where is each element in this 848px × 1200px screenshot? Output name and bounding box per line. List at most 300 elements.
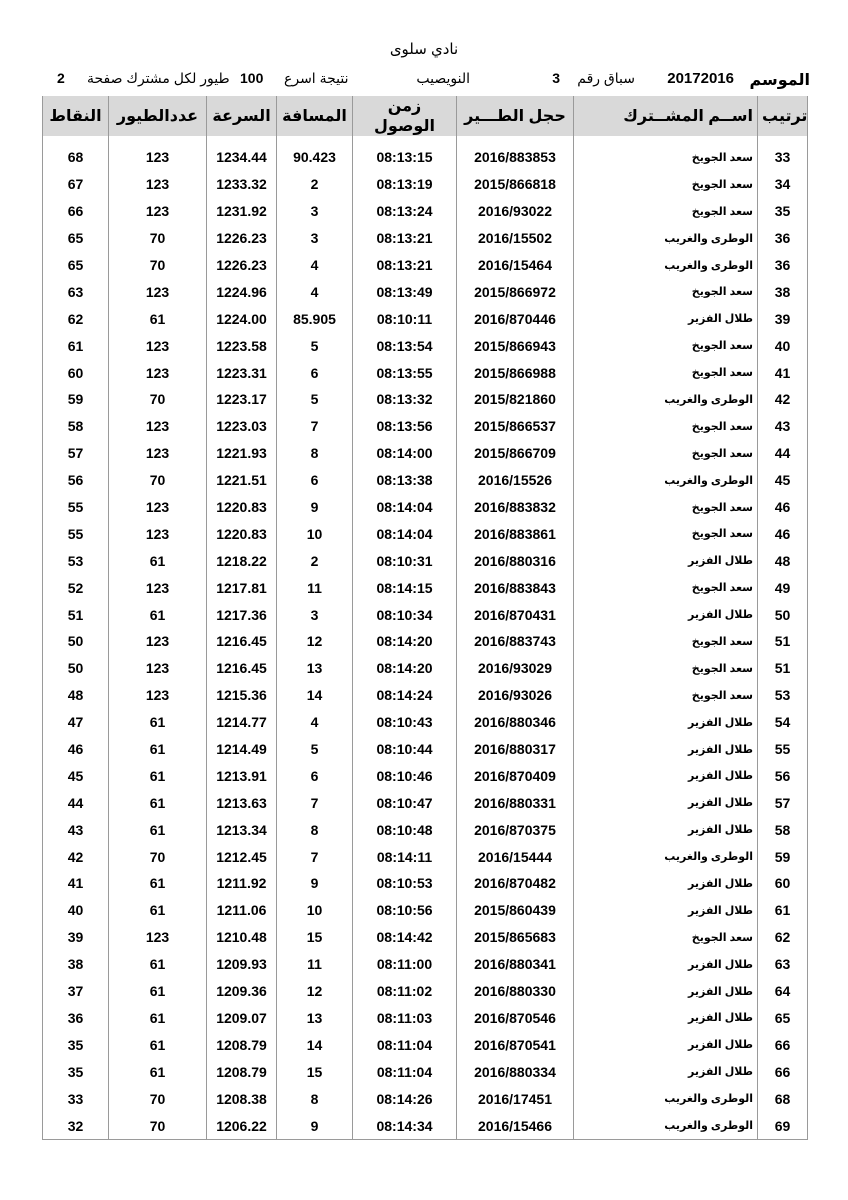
table-row bbox=[43, 682, 808, 709]
member-cell: طلال الفزير bbox=[574, 547, 758, 574]
distance-cell: 6 bbox=[277, 467, 353, 494]
distance-cell: 15 bbox=[277, 924, 353, 951]
birds-cell: 61 bbox=[109, 736, 207, 763]
arrival-cell: 08:14:00 bbox=[353, 440, 457, 467]
member-cell: سعد الجويخ bbox=[574, 494, 758, 521]
arrival-cell: 08:11:00 bbox=[353, 951, 457, 978]
rank-cell: 63 bbox=[758, 951, 808, 978]
speed-cell: 1217.36 bbox=[207, 601, 277, 628]
birds-cell: 61 bbox=[109, 1005, 207, 1032]
member-cell: سعد الجويخ bbox=[574, 144, 758, 171]
speed-cell: 1223.31 bbox=[207, 359, 277, 386]
birds-cell: 61 bbox=[109, 978, 207, 1005]
member-cell: طلال الفزير bbox=[574, 762, 758, 789]
member-cell: طلال الفزير bbox=[574, 709, 758, 736]
page-number: 2 bbox=[57, 70, 65, 86]
rank-cell: 57 bbox=[758, 789, 808, 816]
ring-cell: 2015/821860 bbox=[457, 386, 574, 413]
table-row bbox=[43, 574, 808, 601]
points-cell: 66 bbox=[43, 198, 109, 225]
table-header-row bbox=[43, 96, 808, 136]
ring-cell: 2016/15526 bbox=[457, 467, 574, 494]
points-cell: 50 bbox=[43, 655, 109, 682]
rank-cell: 60 bbox=[758, 870, 808, 897]
col-ring-header: حجل الطـــير bbox=[457, 96, 574, 136]
spacer-row bbox=[43, 136, 808, 144]
col-arrival-header: زمن الوصول bbox=[353, 96, 457, 136]
col-distance-header: المسافة bbox=[277, 96, 353, 136]
birds-cell: 61 bbox=[109, 789, 207, 816]
table-row bbox=[43, 332, 808, 359]
rank-cell: 51 bbox=[758, 628, 808, 655]
table-row bbox=[43, 144, 808, 171]
rank-cell: 53 bbox=[758, 682, 808, 709]
birds-cell: 70 bbox=[109, 386, 207, 413]
table-row bbox=[43, 628, 808, 655]
table-row bbox=[43, 655, 808, 682]
member-cell: سعد الجويخ bbox=[574, 332, 758, 359]
points-cell: 61 bbox=[43, 332, 109, 359]
arrival-cell: 08:11:04 bbox=[353, 1058, 457, 1085]
member-cell: طلال الفزير bbox=[574, 601, 758, 628]
season-label: الموسم bbox=[749, 72, 810, 89]
points-cell: 65 bbox=[43, 252, 109, 279]
birds-cell: 61 bbox=[109, 951, 207, 978]
birds-cell: 123 bbox=[109, 278, 207, 305]
points-cell: 48 bbox=[43, 682, 109, 709]
distance-cell: 3 bbox=[277, 198, 353, 225]
table-row bbox=[43, 171, 808, 198]
points-cell: 47 bbox=[43, 709, 109, 736]
member-cell: الوطرى والغريب bbox=[574, 225, 758, 252]
rank-cell: 69 bbox=[758, 1112, 808, 1139]
ring-cell: 2015/866537 bbox=[457, 413, 574, 440]
arrival-cell: 08:10:34 bbox=[353, 601, 457, 628]
distance-cell: 2 bbox=[277, 171, 353, 198]
points-cell: 35 bbox=[43, 1058, 109, 1085]
speed-cell: 1224.00 bbox=[207, 305, 277, 332]
arrival-cell: 08:14:42 bbox=[353, 924, 457, 951]
arrival-cell: 08:11:03 bbox=[353, 1005, 457, 1032]
arrival-cell: 08:10:47 bbox=[353, 789, 457, 816]
birds-cell: 70 bbox=[109, 225, 207, 252]
speed-cell: 1210.48 bbox=[207, 924, 277, 951]
rank-cell: 46 bbox=[758, 520, 808, 547]
table-row bbox=[43, 1085, 808, 1112]
speed-cell: 1223.17 bbox=[207, 386, 277, 413]
speed-cell: 1221.51 bbox=[207, 467, 277, 494]
rank-cell: 58 bbox=[758, 816, 808, 843]
table-row bbox=[43, 225, 808, 252]
table-row bbox=[43, 494, 808, 521]
ring-cell: 2016/870375 bbox=[457, 816, 574, 843]
speed-cell: 1214.49 bbox=[207, 736, 277, 763]
col-points-header: النقاط bbox=[43, 96, 109, 136]
distance-cell: 11 bbox=[277, 574, 353, 601]
arrival-cell: 08:14:24 bbox=[353, 682, 457, 709]
birds-cell: 123 bbox=[109, 628, 207, 655]
birds-cell: 123 bbox=[109, 359, 207, 386]
speed-cell: 1221.93 bbox=[207, 440, 277, 467]
arrival-cell: 08:14:11 bbox=[353, 843, 457, 870]
birds-cell: 61 bbox=[109, 1058, 207, 1085]
member-cell: طلال الفزير bbox=[574, 1058, 758, 1085]
speed-cell: 1213.34 bbox=[207, 816, 277, 843]
birds-cell: 123 bbox=[109, 440, 207, 467]
distance-cell: 13 bbox=[277, 1005, 353, 1032]
arrival-cell: 08:13:21 bbox=[353, 252, 457, 279]
arrival-cell: 08:13:24 bbox=[353, 198, 457, 225]
member-cell: طلال الفزير bbox=[574, 951, 758, 978]
ring-cell: 2016/880317 bbox=[457, 736, 574, 763]
birds-cell: 123 bbox=[109, 655, 207, 682]
ring-cell: 2016/93022 bbox=[457, 198, 574, 225]
birds-cell: 123 bbox=[109, 520, 207, 547]
arrival-cell: 08:13:38 bbox=[353, 467, 457, 494]
speed-cell: 1220.83 bbox=[207, 520, 277, 547]
speed-cell: 1213.91 bbox=[207, 762, 277, 789]
birds-cell: 70 bbox=[109, 1085, 207, 1112]
member-cell: الوطرى والغريب bbox=[574, 1112, 758, 1139]
distance-cell: 7 bbox=[277, 843, 353, 870]
distance-cell: 90.423 bbox=[277, 144, 353, 171]
birds-cell: 123 bbox=[109, 413, 207, 440]
distance-cell: 8 bbox=[277, 1085, 353, 1112]
birds-cell: 123 bbox=[109, 171, 207, 198]
rank-cell: 61 bbox=[758, 897, 808, 924]
table-row bbox=[43, 924, 808, 951]
distance-cell: 7 bbox=[277, 789, 353, 816]
table-row bbox=[43, 789, 808, 816]
birds-cell: 123 bbox=[109, 682, 207, 709]
points-cell: 36 bbox=[43, 1005, 109, 1032]
points-cell: 46 bbox=[43, 736, 109, 763]
rank-cell: 66 bbox=[758, 1058, 808, 1085]
distance-cell: 10 bbox=[277, 520, 353, 547]
ring-cell: 2016/870431 bbox=[457, 601, 574, 628]
ring-cell: 2016/15466 bbox=[457, 1112, 574, 1139]
arrival-cell: 08:13:19 bbox=[353, 171, 457, 198]
arrival-cell: 08:11:04 bbox=[353, 1031, 457, 1058]
ring-cell: 2015/866818 bbox=[457, 171, 574, 198]
ring-cell: 2016/880331 bbox=[457, 789, 574, 816]
points-cell: 55 bbox=[43, 494, 109, 521]
member-cell: الوطرى والغريب bbox=[574, 843, 758, 870]
distance-cell: 11 bbox=[277, 951, 353, 978]
table-row bbox=[43, 305, 808, 332]
distance-cell: 9 bbox=[277, 1112, 353, 1139]
distance-cell: 3 bbox=[277, 225, 353, 252]
ring-cell: 2016/870409 bbox=[457, 762, 574, 789]
distance-cell: 8 bbox=[277, 816, 353, 843]
speed-cell: 1226.23 bbox=[207, 252, 277, 279]
rank-cell: 41 bbox=[758, 359, 808, 386]
table-row bbox=[43, 278, 808, 305]
ring-cell: 2016/883743 bbox=[457, 628, 574, 655]
table-row bbox=[43, 762, 808, 789]
table-row bbox=[43, 1112, 808, 1139]
speed-cell: 1224.96 bbox=[207, 278, 277, 305]
col-rank-header: ترتيب bbox=[758, 96, 808, 136]
points-cell: 53 bbox=[43, 547, 109, 574]
speed-cell: 1211.06 bbox=[207, 897, 277, 924]
birds-cell: 61 bbox=[109, 1031, 207, 1058]
ring-cell: 2016/870546 bbox=[457, 1005, 574, 1032]
distance-cell: 14 bbox=[277, 1031, 353, 1058]
ring-cell: 2016/15502 bbox=[457, 225, 574, 252]
ring-cell: 2015/866988 bbox=[457, 359, 574, 386]
distance-cell: 9 bbox=[277, 870, 353, 897]
distance-cell: 2 bbox=[277, 547, 353, 574]
table-row bbox=[43, 359, 808, 386]
distance-cell: 5 bbox=[277, 736, 353, 763]
table-row bbox=[43, 547, 808, 574]
birds-cell: 123 bbox=[109, 494, 207, 521]
table-row bbox=[43, 413, 808, 440]
distance-cell: 13 bbox=[277, 655, 353, 682]
rank-cell: 65 bbox=[758, 1005, 808, 1032]
arrival-cell: 08:13:56 bbox=[353, 413, 457, 440]
arrival-cell: 08:10:31 bbox=[353, 547, 457, 574]
arrival-cell: 08:13:49 bbox=[353, 278, 457, 305]
points-cell: 45 bbox=[43, 762, 109, 789]
ring-cell: 2016/883832 bbox=[457, 494, 574, 521]
distance-cell: 12 bbox=[277, 628, 353, 655]
club-name: نادي سلوى bbox=[389, 41, 459, 58]
points-cell: 33 bbox=[43, 1085, 109, 1112]
distance-cell: 14 bbox=[277, 682, 353, 709]
rank-cell: 38 bbox=[758, 278, 808, 305]
points-cell: 42 bbox=[43, 843, 109, 870]
speed-cell: 1220.83 bbox=[207, 494, 277, 521]
member-cell: سعد الجويخ bbox=[574, 682, 758, 709]
points-cell: 52 bbox=[43, 574, 109, 601]
points-cell: 57 bbox=[43, 440, 109, 467]
member-cell: طلال الفزير bbox=[574, 816, 758, 843]
rank-cell: 55 bbox=[758, 736, 808, 763]
arrival-cell: 08:14:20 bbox=[353, 628, 457, 655]
arrival-cell: 08:14:04 bbox=[353, 520, 457, 547]
rank-cell: 50 bbox=[758, 601, 808, 628]
arrival-cell: 08:14:26 bbox=[353, 1085, 457, 1112]
season-value: 20172016 bbox=[667, 70, 734, 87]
points-cell: 51 bbox=[43, 601, 109, 628]
ring-cell: 2016/883853 bbox=[457, 144, 574, 171]
ring-cell: 2016/15444 bbox=[457, 843, 574, 870]
distance-cell: 6 bbox=[277, 359, 353, 386]
member-cell: سعد الجويخ bbox=[574, 440, 758, 467]
col-speed-header: السرعة bbox=[207, 96, 277, 136]
arrival-cell: 08:10:43 bbox=[353, 709, 457, 736]
points-cell: 59 bbox=[43, 386, 109, 413]
member-cell: الوطرى والغريب bbox=[574, 252, 758, 279]
ring-cell: 2016/93029 bbox=[457, 655, 574, 682]
ring-cell: 2016/883843 bbox=[457, 574, 574, 601]
table-row bbox=[43, 951, 808, 978]
table-row bbox=[43, 897, 808, 924]
arrival-cell: 08:10:48 bbox=[353, 816, 457, 843]
member-cell: الوطرى والغريب bbox=[574, 1085, 758, 1112]
arrival-cell: 08:13:55 bbox=[353, 359, 457, 386]
points-cell: 32 bbox=[43, 1112, 109, 1139]
member-cell: سعد الجويخ bbox=[574, 628, 758, 655]
distance-cell: 7 bbox=[277, 413, 353, 440]
points-cell: 41 bbox=[43, 870, 109, 897]
distance-cell: 12 bbox=[277, 978, 353, 1005]
race-number: 3 bbox=[552, 70, 560, 86]
arrival-cell: 08:10:11 bbox=[353, 305, 457, 332]
member-cell: طلال الفزير bbox=[574, 1005, 758, 1032]
rank-cell: 64 bbox=[758, 978, 808, 1005]
member-cell: طلال الفزير bbox=[574, 736, 758, 763]
col-birds-header: عددالطيور bbox=[109, 96, 207, 136]
member-cell: سعد الجويخ bbox=[574, 359, 758, 386]
distance-cell: 6 bbox=[277, 762, 353, 789]
rank-cell: 39 bbox=[758, 305, 808, 332]
birds-cell: 70 bbox=[109, 252, 207, 279]
member-cell: سعد الجويخ bbox=[574, 413, 758, 440]
ring-cell: 2015/860439 bbox=[457, 897, 574, 924]
ring-cell: 2016/880341 bbox=[457, 951, 574, 978]
birds-cell: 70 bbox=[109, 1112, 207, 1139]
speed-cell: 1211.92 bbox=[207, 870, 277, 897]
points-cell: 40 bbox=[43, 897, 109, 924]
table-row bbox=[43, 520, 808, 547]
speed-cell: 1214.77 bbox=[207, 709, 277, 736]
arrival-cell: 08:13:54 bbox=[353, 332, 457, 359]
points-cell: 65 bbox=[43, 225, 109, 252]
member-cell: طلال الفزير bbox=[574, 897, 758, 924]
member-cell: سعد الجويخ bbox=[574, 574, 758, 601]
ring-cell: 2016/870541 bbox=[457, 1031, 574, 1058]
speed-cell: 1217.81 bbox=[207, 574, 277, 601]
rank-cell: 44 bbox=[758, 440, 808, 467]
speed-cell: 1209.07 bbox=[207, 1005, 277, 1032]
points-cell: 35 bbox=[43, 1031, 109, 1058]
birds-cell: 61 bbox=[109, 709, 207, 736]
member-cell: سعد الجويخ bbox=[574, 198, 758, 225]
race-label: سباق رقم bbox=[577, 70, 635, 86]
points-cell: 58 bbox=[43, 413, 109, 440]
arrival-cell: 08:13:21 bbox=[353, 225, 457, 252]
distance-cell: 5 bbox=[277, 386, 353, 413]
birds-cell: 61 bbox=[109, 897, 207, 924]
rank-cell: 36 bbox=[758, 225, 808, 252]
rank-cell: 46 bbox=[758, 494, 808, 521]
fastest-value: 100 bbox=[240, 70, 264, 86]
birds-cell: 61 bbox=[109, 762, 207, 789]
points-cell: 38 bbox=[43, 951, 109, 978]
table-row bbox=[43, 736, 808, 763]
birds-cell: 61 bbox=[109, 816, 207, 843]
ring-cell: 2016/870446 bbox=[457, 305, 574, 332]
ring-cell: 2016/93026 bbox=[457, 682, 574, 709]
points-cell: 44 bbox=[43, 789, 109, 816]
ring-cell: 2015/865683 bbox=[457, 924, 574, 951]
rank-cell: 54 bbox=[758, 709, 808, 736]
birds-cell: 123 bbox=[109, 924, 207, 951]
ring-cell: 2016/880334 bbox=[457, 1058, 574, 1085]
member-cell: سعد الجويخ bbox=[574, 655, 758, 682]
table-row bbox=[43, 1058, 808, 1085]
table-row bbox=[43, 467, 808, 494]
table-row bbox=[43, 252, 808, 279]
arrival-cell: 08:14:15 bbox=[353, 574, 457, 601]
speed-cell: 1216.45 bbox=[207, 628, 277, 655]
ring-cell: 2015/866709 bbox=[457, 440, 574, 467]
fastest-label: نتيجة اسرع bbox=[284, 70, 349, 86]
speed-cell: 1208.79 bbox=[207, 1031, 277, 1058]
speed-cell: 1216.45 bbox=[207, 655, 277, 682]
birds-cell: 61 bbox=[109, 870, 207, 897]
speed-cell: 1209.93 bbox=[207, 951, 277, 978]
arrival-cell: 08:13:32 bbox=[353, 386, 457, 413]
ring-cell: 2015/866972 bbox=[457, 278, 574, 305]
birds-cell: 123 bbox=[109, 198, 207, 225]
birds-cell: 123 bbox=[109, 332, 207, 359]
birds-cell: 123 bbox=[109, 144, 207, 171]
table-row bbox=[43, 870, 808, 897]
ring-cell: 2016/880346 bbox=[457, 709, 574, 736]
rank-cell: 51 bbox=[758, 655, 808, 682]
member-cell: سعد الجويخ bbox=[574, 278, 758, 305]
rank-cell: 36 bbox=[758, 252, 808, 279]
speed-cell: 1212.45 bbox=[207, 843, 277, 870]
arrival-cell: 08:11:02 bbox=[353, 978, 457, 1005]
table-row bbox=[43, 1005, 808, 1032]
per-member-label: طيور لكل مشترك صفحة bbox=[87, 70, 230, 86]
speed-cell: 1223.03 bbox=[207, 413, 277, 440]
speed-cell: 1206.22 bbox=[207, 1112, 277, 1139]
distance-cell: 5 bbox=[277, 332, 353, 359]
arrival-cell: 08:14:20 bbox=[353, 655, 457, 682]
member-cell: سعد الجويخ bbox=[574, 171, 758, 198]
arrival-cell: 08:10:53 bbox=[353, 870, 457, 897]
member-cell: الوطرى والغريب bbox=[574, 467, 758, 494]
ring-cell: 2016/880316 bbox=[457, 547, 574, 574]
points-cell: 63 bbox=[43, 278, 109, 305]
birds-cell: 70 bbox=[109, 467, 207, 494]
arrival-cell: 08:10:46 bbox=[353, 762, 457, 789]
table-row bbox=[43, 386, 808, 413]
arrival-cell: 08:14:34 bbox=[353, 1112, 457, 1139]
speed-cell: 1209.36 bbox=[207, 978, 277, 1005]
rank-cell: 66 bbox=[758, 1031, 808, 1058]
rank-cell: 56 bbox=[758, 762, 808, 789]
speed-cell: 1208.38 bbox=[207, 1085, 277, 1112]
birds-cell: 123 bbox=[109, 574, 207, 601]
birds-cell: 61 bbox=[109, 305, 207, 332]
results-table bbox=[42, 96, 808, 1140]
table-row bbox=[43, 843, 808, 870]
distance-cell: 10 bbox=[277, 897, 353, 924]
member-cell: سعد الجويخ bbox=[574, 924, 758, 951]
ring-cell: 2016/15464 bbox=[457, 252, 574, 279]
table-row bbox=[43, 198, 808, 225]
speed-cell: 1218.22 bbox=[207, 547, 277, 574]
table-row bbox=[43, 709, 808, 736]
speed-cell: 1208.79 bbox=[207, 1058, 277, 1085]
distance-cell: 9 bbox=[277, 494, 353, 521]
ring-cell: 2015/866943 bbox=[457, 332, 574, 359]
speed-cell: 1215.36 bbox=[207, 682, 277, 709]
member-cell: طلال الفزير bbox=[574, 305, 758, 332]
member-cell: طلال الفزير bbox=[574, 789, 758, 816]
race-meta bbox=[50, 70, 810, 90]
table-row bbox=[43, 1031, 808, 1058]
distance-cell: 8 bbox=[277, 440, 353, 467]
rank-cell: 62 bbox=[758, 924, 808, 951]
